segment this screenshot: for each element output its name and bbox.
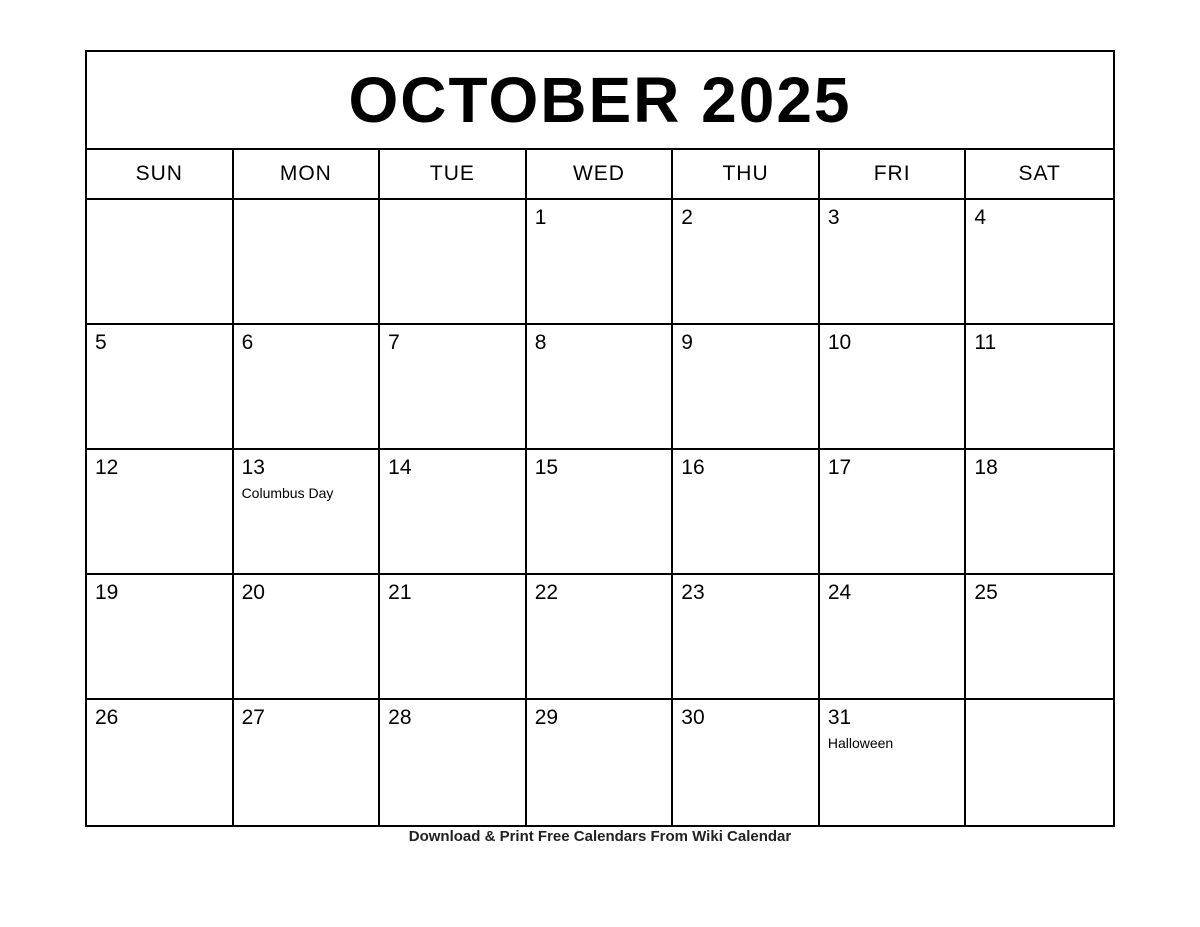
day-cell[interactable] [527, 575, 674, 698]
day-number: 17 [827, 456, 852, 479]
day-number: 31 [827, 706, 852, 729]
day-cell[interactable] [87, 700, 234, 825]
week-row [87, 700, 1113, 825]
day-number: 26 [95, 706, 119, 729]
day-number: 12 [95, 456, 119, 479]
day-cell[interactable] [966, 575, 1113, 698]
day-number: 16 [681, 456, 705, 479]
weekday-sat: SAT [1018, 162, 1061, 185]
weekday-tue: TUE [380, 150, 527, 198]
week-row [87, 450, 1113, 575]
day-cell[interactable] [673, 575, 820, 698]
day-cell[interactable] [87, 575, 234, 698]
day-cell[interactable] [527, 450, 674, 573]
day-cell[interactable] [673, 200, 820, 323]
weekday-mon: MON [234, 150, 381, 198]
weekday-thu: THU [673, 150, 820, 198]
day-number: 29 [534, 706, 559, 729]
day-cell[interactable] [673, 450, 820, 573]
day-cell[interactable] [966, 700, 1113, 825]
footer-text: Download & Print Free Calendars From [408, 828, 693, 845]
day-number: 22 [534, 581, 559, 604]
day-cell[interactable] [966, 325, 1113, 448]
calendar-grid [87, 200, 1113, 825]
day-cell[interactable] [966, 200, 1113, 323]
day-number: 15 [534, 456, 559, 479]
day-cell[interactable] [527, 700, 674, 825]
weekday-wed: WED [527, 150, 674, 198]
day-event: Columbus Day [241, 485, 334, 502]
day-cell[interactable] [820, 575, 967, 698]
footer-brand-link[interactable]: Wiki Calendar [692, 828, 792, 845]
day-number: 20 [241, 581, 265, 604]
day-cell[interactable] [234, 200, 381, 323]
day-cell[interactable] [380, 575, 527, 698]
day-number: 18 [974, 456, 998, 479]
day-number: 30 [681, 706, 705, 729]
day-number: 23 [681, 581, 705, 604]
day-cell[interactable] [234, 575, 381, 698]
day-cell[interactable] [820, 700, 967, 825]
day-number: 11 [974, 331, 997, 354]
day-cell[interactable] [380, 325, 527, 448]
day-cell[interactable] [966, 450, 1113, 573]
day-cell[interactable] [87, 450, 234, 573]
day-number: 8 [534, 331, 547, 354]
weekday-fri: FRI [820, 150, 967, 198]
calendar-container [85, 50, 1115, 827]
day-cell[interactable] [87, 200, 234, 323]
weekday-header [87, 150, 1113, 200]
day-cell[interactable] [820, 200, 967, 323]
day-number: 28 [388, 706, 412, 729]
day-cell[interactable] [234, 700, 381, 825]
day-number: 7 [388, 331, 400, 354]
day-number: 4 [974, 206, 987, 229]
day-number: 2 [681, 206, 693, 229]
day-number: 3 [827, 206, 840, 229]
week-row [87, 325, 1113, 450]
day-cell[interactable] [87, 325, 234, 448]
day-cell[interactable] [673, 325, 820, 448]
day-number: 25 [974, 581, 998, 604]
day-number: 6 [241, 331, 254, 354]
day-number: 5 [95, 331, 107, 354]
day-number: 19 [95, 581, 119, 604]
day-number: 21 [388, 581, 412, 604]
day-cell[interactable] [820, 450, 967, 573]
day-cell[interactable] [380, 700, 527, 825]
day-number: 14 [388, 456, 412, 479]
day-cell[interactable] [527, 200, 674, 323]
day-number: 24 [827, 581, 852, 604]
day-event: Halloween [827, 735, 894, 752]
day-cell[interactable] [673, 700, 820, 825]
week-row [87, 200, 1113, 325]
day-cell[interactable] [527, 325, 674, 448]
day-cell[interactable] [234, 450, 381, 573]
day-cell[interactable] [234, 325, 381, 448]
weekday-sun: SUN [87, 150, 234, 198]
day-number: 10 [827, 331, 852, 354]
footer-credit [0, 828, 1200, 845]
page-title: OCTOBER 2025 [348, 64, 852, 136]
day-number: 13 [241, 456, 265, 479]
day-cell[interactable] [820, 325, 967, 448]
day-cell[interactable] [380, 450, 527, 573]
calendar-title-row [87, 52, 1113, 150]
day-number: 27 [241, 706, 265, 729]
day-number: 9 [681, 331, 693, 354]
day-cell[interactable] [380, 200, 527, 323]
week-row [87, 575, 1113, 700]
day-number: 1 [534, 206, 547, 229]
